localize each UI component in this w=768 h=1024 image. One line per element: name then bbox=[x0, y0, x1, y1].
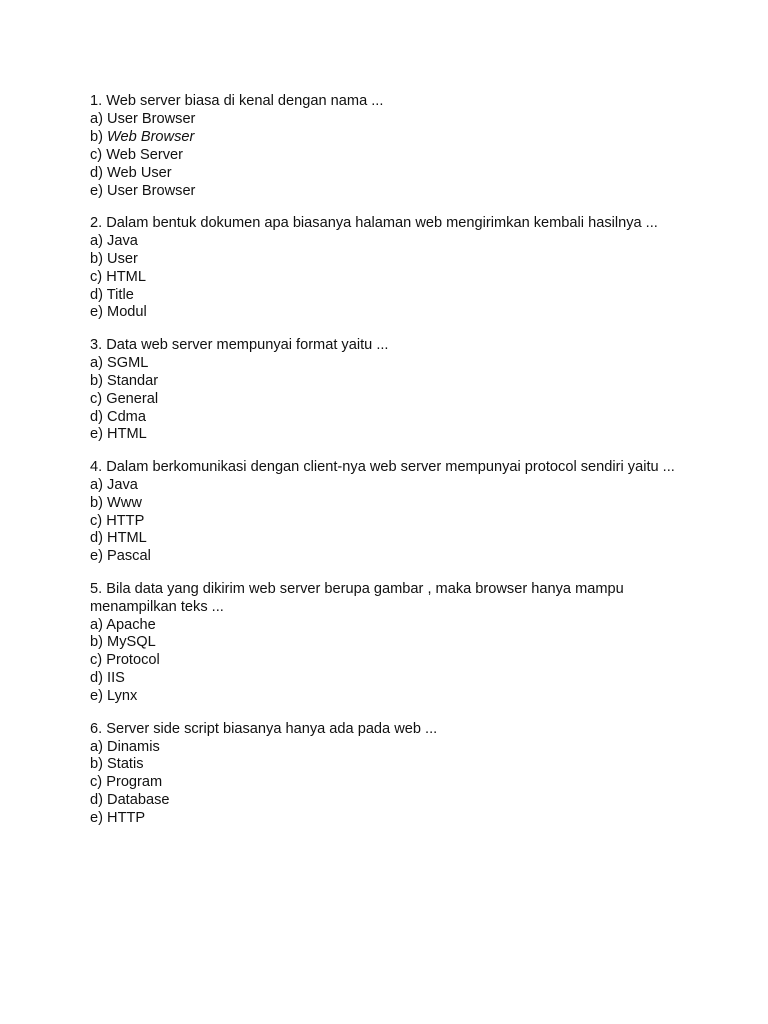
answer-option bbox=[90, 688, 690, 706]
option-text: Modul bbox=[107, 304, 147, 321]
answer-option bbox=[90, 391, 690, 409]
answer-option bbox=[90, 617, 690, 635]
question-stem: 5. Bila data yang dikirim web server berupa gambar , maka browser hanya mampu menampilkan teks ... bbox=[90, 580, 624, 615]
option-letter: a) bbox=[90, 110, 108, 127]
option-letter: a) bbox=[90, 738, 108, 755]
answer-option bbox=[90, 426, 690, 444]
option-text: Www bbox=[107, 494, 142, 511]
document-page bbox=[90, 93, 690, 843]
answer-option bbox=[90, 792, 690, 810]
option-text: HTTP bbox=[106, 512, 145, 529]
option-letter: b) bbox=[90, 372, 108, 389]
option-text: General bbox=[106, 390, 159, 407]
option-letter: b) bbox=[90, 128, 108, 145]
answer-option bbox=[90, 634, 690, 652]
answer-option bbox=[90, 810, 690, 828]
option-letter: d) bbox=[90, 408, 108, 425]
option-letter: b) bbox=[90, 250, 108, 267]
answer-option bbox=[90, 530, 690, 548]
option-text: IIS bbox=[107, 670, 125, 687]
answer-option bbox=[90, 355, 690, 373]
answer-option bbox=[90, 129, 690, 147]
answer-option bbox=[90, 409, 690, 427]
answer-option bbox=[90, 147, 690, 165]
question-stem: 2. Dalam bentuk dokumen apa biasanya halaman web mengirimkan kembali hasilnya ... bbox=[90, 214, 658, 231]
option-letter: a) bbox=[90, 232, 108, 249]
option-text: Web Browser bbox=[107, 128, 195, 145]
option-letter: e) bbox=[90, 182, 108, 199]
option-text: HTML bbox=[106, 268, 146, 285]
answer-option bbox=[90, 251, 690, 269]
option-text: Cdma bbox=[107, 408, 146, 425]
option-text: Dinamis bbox=[107, 738, 160, 755]
option-letter: d) bbox=[90, 286, 107, 303]
question-block bbox=[90, 459, 690, 566]
option-letter: e) bbox=[90, 810, 108, 827]
answer-option bbox=[90, 304, 690, 322]
option-letter: c) bbox=[90, 390, 107, 407]
answer-option bbox=[90, 477, 690, 495]
answer-option bbox=[90, 183, 690, 201]
option-letter: c) bbox=[90, 652, 107, 669]
option-letter: d) bbox=[90, 530, 108, 547]
answer-option bbox=[90, 739, 690, 757]
answer-option bbox=[90, 269, 690, 287]
option-letter: a) bbox=[90, 616, 107, 633]
question-block bbox=[90, 721, 690, 828]
option-text: User Browser bbox=[107, 110, 196, 127]
option-letter: c) bbox=[90, 774, 107, 791]
option-text: HTML bbox=[107, 426, 147, 443]
option-letter: e) bbox=[90, 304, 108, 321]
answer-option bbox=[90, 287, 690, 305]
answer-option bbox=[90, 774, 690, 792]
answer-option bbox=[90, 548, 690, 566]
option-text: Web Server bbox=[106, 146, 183, 163]
option-text: HTML bbox=[107, 530, 147, 547]
answer-option bbox=[90, 652, 690, 670]
option-letter: a) bbox=[90, 354, 108, 371]
answer-option bbox=[90, 111, 690, 129]
option-text: User bbox=[107, 250, 138, 267]
option-text: Java bbox=[107, 476, 138, 493]
option-text: Statis bbox=[107, 756, 144, 773]
answer-option bbox=[90, 233, 690, 251]
answer-option bbox=[90, 756, 690, 774]
option-letter: b) bbox=[90, 494, 108, 511]
option-letter: e) bbox=[90, 548, 108, 565]
answer-option bbox=[90, 513, 690, 531]
option-letter: b) bbox=[90, 756, 108, 773]
option-text: Standar bbox=[107, 372, 159, 389]
question-block bbox=[90, 581, 690, 706]
option-text: Java bbox=[107, 232, 138, 249]
option-text: Database bbox=[107, 792, 170, 809]
option-text: Web User bbox=[107, 164, 172, 181]
option-letter: e) bbox=[90, 426, 108, 443]
question-block bbox=[90, 215, 690, 322]
option-text: SGML bbox=[107, 354, 149, 371]
question-block bbox=[90, 93, 690, 200]
option-text: Program bbox=[106, 774, 163, 791]
question-stem: 3. Data web server mempunyai format yaitu ... bbox=[90, 336, 389, 353]
option-letter: d) bbox=[90, 792, 108, 809]
option-text: Protocol bbox=[106, 652, 160, 669]
option-text: MySQL bbox=[107, 634, 156, 651]
option-letter: d) bbox=[90, 670, 108, 687]
option-letter: b) bbox=[90, 634, 108, 651]
option-letter: c) bbox=[90, 268, 107, 285]
answer-option bbox=[90, 373, 690, 391]
question-stem: 6. Server side script biasanya hanya ada pada web ... bbox=[90, 720, 438, 737]
question-stem: 1. Web server biasa di kenal dengan nama ... bbox=[90, 93, 384, 109]
option-text: User Browser bbox=[107, 182, 196, 199]
question-block bbox=[90, 337, 690, 444]
option-letter: d) bbox=[90, 164, 108, 181]
option-text: HTTP bbox=[107, 810, 146, 827]
answer-option bbox=[90, 670, 690, 688]
answer-option bbox=[90, 165, 690, 183]
option-letter: c) bbox=[90, 512, 107, 529]
option-letter: e) bbox=[90, 688, 108, 705]
option-text: Lynx bbox=[107, 688, 138, 705]
option-text: Title bbox=[106, 286, 134, 303]
option-letter: c) bbox=[90, 146, 107, 163]
option-text: Pascal bbox=[107, 548, 151, 565]
question-stem: 4. Dalam berkomunikasi dengan client-nya web server mempunyai protocol sendiri yaitu ... bbox=[90, 458, 675, 475]
option-letter: a) bbox=[90, 476, 108, 493]
answer-option bbox=[90, 495, 690, 513]
option-text: Apache bbox=[106, 616, 156, 633]
